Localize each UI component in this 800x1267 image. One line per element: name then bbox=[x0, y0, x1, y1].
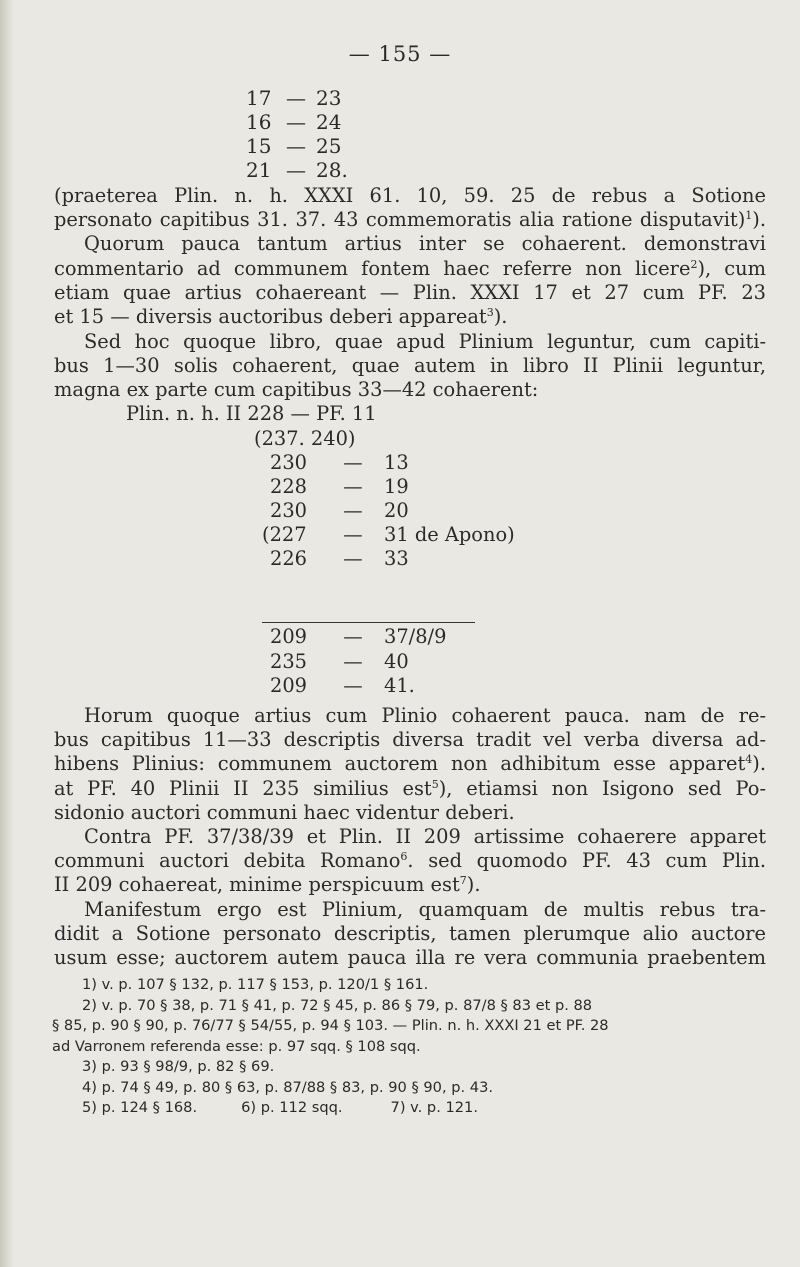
text-line: didit a Sotione personato descriptis, tamen plerumque alio auctore bbox=[54, 922, 766, 946]
plin-cell: 230 bbox=[270, 499, 308, 522]
text-fragment: etiamsi non Isigono sed Po- bbox=[466, 776, 766, 800]
footnote-ref: 2 bbox=[690, 257, 698, 271]
text-line: hibens Plinius: communem auctorem non adhibitum esse apparet bbox=[54, 752, 746, 776]
footnote-ref: 3 bbox=[486, 306, 494, 320]
text-fragment: ). bbox=[493, 305, 508, 329]
footnote: 1) v. p. 107 § 132, p. 117 § 153, p. 120/1 § 161. bbox=[82, 976, 429, 993]
text-line: et 15 — diversis auctoribus deberi appareat bbox=[54, 305, 487, 329]
text-line: II 209 cohaereat, minime perspicuum est bbox=[54, 873, 460, 897]
text-line: magna ex parte cum capitibus 33—42 cohaerent: bbox=[54, 378, 539, 402]
footnote-ref: 5 bbox=[431, 777, 439, 791]
pf-cell: 33 bbox=[384, 547, 409, 570]
dash-cell: — bbox=[343, 451, 363, 474]
number-pair bbox=[246, 86, 348, 110]
pair-dash: — bbox=[286, 134, 306, 158]
text-line: usum esse; auctorem autem pauca illa re vera communia praebentem bbox=[54, 946, 766, 970]
pf-cell: 40 bbox=[384, 650, 409, 673]
dash-cell: — bbox=[343, 523, 363, 546]
dash-cell: — bbox=[343, 499, 363, 522]
text-line: (praeterea Plin. n. h. XXXI 61. 10, 59. 25 de rebus a Sotione bbox=[54, 184, 766, 207]
dash-cell: — bbox=[343, 650, 363, 673]
text-line: Sed hoc quoque libro, quae apud Plinium leguntur, cum capiti- bbox=[84, 330, 766, 353]
footnote-ref: 4 bbox=[745, 753, 753, 767]
pair-dash: — bbox=[286, 86, 306, 110]
plin-cell: 209 bbox=[270, 625, 308, 648]
pf-cell: 37/8/9 bbox=[384, 625, 447, 648]
footnote-ref: 6 bbox=[400, 850, 408, 864]
plin-cell: 235 bbox=[270, 650, 308, 673]
paragraph-manifestum bbox=[54, 898, 766, 971]
text-fragment: ), cum bbox=[697, 256, 766, 280]
pair-dash: — bbox=[286, 110, 306, 134]
pair-left: 21 bbox=[246, 158, 272, 182]
number-pair bbox=[246, 158, 348, 182]
text-line: Manifestum ergo est Plinium, quamquam de multis rebus tra- bbox=[84, 898, 766, 921]
footnote: 4) p. 74 § 49, p. 80 § 63, p. 87/88 § 83, p. 90 § 90, p. 43. bbox=[82, 1078, 493, 1096]
pair-left: 16 bbox=[246, 110, 272, 134]
footnote-ref: 1 bbox=[745, 209, 753, 223]
text-line: at PF. 40 Plinii II 235 similius est bbox=[54, 776, 432, 800]
plin-cell: 209 bbox=[270, 674, 308, 697]
table-head: Plin. n. h. II 228 — PF. 11 bbox=[126, 402, 377, 425]
text-line: bus 1—30 solis cohaerent, quae autem in libro II Plinii leguntur, bbox=[54, 354, 766, 378]
text-line: commentario ad communem fontem haec referre non licere bbox=[54, 256, 691, 280]
text-line: Quorum pauca tantum artius inter se cohaerent. demonstravi bbox=[84, 232, 766, 256]
text-line: Horum quoque artius cum Plinio cohaerent pauca. nam de re- bbox=[84, 704, 766, 727]
plin-cell: (227 bbox=[262, 523, 307, 546]
text-line: communi auctori debita Romano bbox=[54, 849, 401, 873]
paragraph-sed-hoc bbox=[54, 330, 766, 403]
pair-right: 23 bbox=[316, 86, 342, 110]
paragraph-horum: Horum quoque artius cum Plinio cohaerent pauca. nam de re- bus capitibus 11—33 descriptis diversa tradit vel verba diversa ad- hibens Plinius: communem auctorem non adhibitum esse apparet$^4$). at PF. 40 Plinii II 235 similius est$^5$), etiamsi non Isigono sed Po- sidonio auctori communi haec videntur deberi. bbox=[54, 704, 766, 824]
text-line: bus capitibus 11—33 descriptis diversa tradit vel verba diversa ad- bbox=[54, 728, 766, 752]
text-line: sidonio auctori communi haec videntur deberi. bbox=[54, 800, 515, 824]
page-edge-shadow bbox=[0, 0, 14, 1267]
pf-cell: 19 bbox=[384, 475, 409, 498]
page-number: — 155 — bbox=[348, 42, 452, 66]
plin-cell: 226 bbox=[270, 547, 308, 570]
number-pairs bbox=[246, 86, 348, 182]
dash-cell: — bbox=[343, 674, 363, 697]
footnote: § 85, p. 90 § 90, p. 76/77 § 54/55, p. 94 § 103. — Plin. n. h. XXXI 21 et PF. 28 bbox=[52, 1017, 609, 1034]
pf-cell: 31 de Apono) bbox=[384, 523, 515, 546]
footnote: 3) p. 93 § 98/9, p. 82 § 69. bbox=[82, 1058, 275, 1075]
plin-cell: 230 bbox=[270, 451, 308, 474]
table-divider bbox=[262, 622, 475, 623]
dash-cell: — bbox=[343, 475, 363, 498]
footnote: 5) p. 124 § 168. bbox=[82, 1099, 198, 1116]
pair-dash: — bbox=[286, 158, 306, 182]
paragraph-contra: Contra PF. 37/38/39 et Plin. II 209 artissime cohaerere apparet communi auctori debita Romano$^6$. sed quomodo PF. 43 cum Plin. II 209 cohaereat, minime perspicuum est$^7$). bbox=[54, 825, 766, 897]
paragraph-praeterea bbox=[54, 184, 766, 329]
text-line: personato capitibus 31. 37. 43 commemoratis alia ratione disputavit) bbox=[54, 208, 746, 232]
text-fragment: sed quomodo PF. 43 cum Plin. bbox=[428, 849, 766, 873]
text-fragment: ). bbox=[752, 208, 766, 232]
footnote: ad Varronem referenda esse: p. 97 sqq. § 108 sqq. bbox=[52, 1037, 421, 1055]
text-line: Contra PF. 37/38/39 et Plin. II 209 artissime cohaerere apparet bbox=[84, 825, 766, 848]
pair-right: 24 bbox=[316, 110, 342, 134]
dash-cell: — bbox=[343, 625, 363, 648]
footnote-ref: 7 bbox=[459, 874, 467, 888]
pair-right: 25 bbox=[316, 134, 342, 158]
pair-left: 17 bbox=[246, 86, 272, 110]
text-line: etiam quae artius cohaereant — Plin. XXXI 17 et 27 cum PF. 23 bbox=[54, 280, 766, 304]
footnotes bbox=[52, 975, 764, 1119]
pair-right: 28. bbox=[316, 158, 348, 182]
table-head-sub: (237. 240) bbox=[254, 427, 356, 450]
dash-cell: — bbox=[343, 547, 363, 570]
footnote: 2) v. p. 70 § 38, p. 71 § 41, p. 72 § 45, p. 86 § 79, p. 87/8 § 83 et p. 88 bbox=[82, 996, 593, 1014]
plin-cell: 228 bbox=[270, 475, 308, 498]
pf-cell: 20 bbox=[384, 499, 409, 522]
footnote: 7) v. p. 121. bbox=[390, 1099, 478, 1116]
number-pair bbox=[246, 134, 348, 158]
footnote: 6) p. 112 sqq. bbox=[241, 1099, 343, 1116]
pf-cell: 13 bbox=[384, 451, 409, 474]
number-pair bbox=[246, 110, 348, 134]
pf-cell: 41. bbox=[384, 674, 415, 697]
pair-left: 15 bbox=[246, 134, 272, 158]
